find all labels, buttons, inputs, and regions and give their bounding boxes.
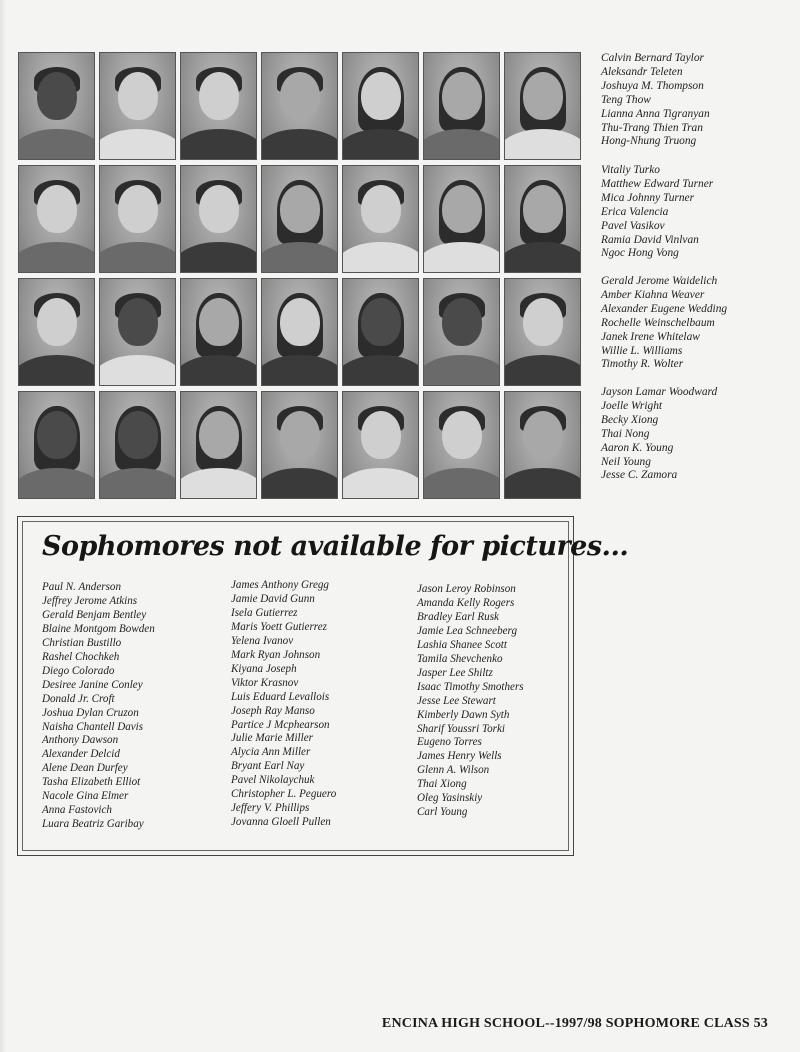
student-name: Alexander Eugene Wedding — [601, 302, 728, 315]
absent-student-name: Isela Gutierrez — [231, 606, 298, 619]
portrait-shoulders — [504, 242, 581, 273]
portrait-shoulders — [504, 129, 581, 160]
absent-student-name: Oleg Yasinskiy — [417, 792, 483, 805]
portrait-shoulders — [423, 355, 500, 386]
absent-student-name: Eugeno Torres — [417, 736, 482, 749]
absent-student-name: Jason Leroy Robinson — [417, 583, 516, 595]
student-portrait — [504, 391, 581, 499]
student-portrait — [99, 278, 176, 386]
student-name: Ramia David Vinlvan — [601, 233, 699, 246]
absent-student-name: Alexander Delcid — [42, 748, 120, 761]
page-footer — [382, 1016, 768, 1032]
student-name: Jesse C. Zamora — [601, 469, 678, 482]
portrait-shoulders — [18, 468, 95, 499]
student-name: Willie L. Williams — [601, 344, 683, 357]
student-portrait — [180, 391, 257, 499]
absent-student-name: Jasper Lee Shiltz — [417, 666, 493, 679]
absent-student-name: Jamie Lea Schneeberg — [417, 624, 518, 637]
portrait-shoulders — [180, 355, 257, 386]
absent-student-name: Lashia Shanee Scott — [417, 638, 507, 651]
portrait-face — [280, 185, 320, 233]
absent-student-name: Joseph Ray Manso — [231, 704, 315, 717]
portrait-face — [118, 72, 158, 120]
student-portrait — [342, 165, 419, 273]
absent-student-name: Jeffery V. Phillips — [231, 802, 310, 815]
portrait-shoulders — [18, 129, 95, 160]
student-name: Joshuya M. Thompson — [601, 79, 704, 92]
student-name: Becky Xiong — [601, 413, 659, 426]
footer-title: ENCINA HIGH SCHOOL--1997/98 SOPHOMORE CLASS — [381, 1016, 750, 1031]
absent-student-name: Luara Beatriz Garibay — [42, 818, 144, 831]
absent-student-name: Luis Eduard Levallois — [231, 690, 330, 703]
absent-student-name: Blaine Montgom Bowden — [42, 622, 155, 635]
portrait-face — [199, 72, 239, 120]
portrait-face — [442, 185, 482, 233]
absent-student-name: Julie Marie Miller — [231, 732, 313, 745]
portrait-shoulders — [423, 242, 500, 273]
student-name: Amber Kiahna Weaver — [601, 288, 705, 301]
portrait-shoulders — [504, 468, 581, 499]
portrait-shoulders — [99, 355, 176, 386]
absent-student-name: James Henry Wells — [417, 750, 502, 763]
absent-student-name: Jovanna Gloell Pullen — [231, 816, 331, 829]
portrait-face — [280, 411, 320, 459]
portrait-face — [523, 72, 563, 120]
student-portrait — [18, 165, 95, 273]
absent-student-name: Partice J Mcphearson — [231, 718, 330, 731]
student-portrait — [423, 278, 500, 386]
portrait-shoulders — [180, 129, 257, 160]
absent-student-name: Jesse Lee Stewart — [417, 694, 496, 707]
absent-student-name: Christian Bustillo — [42, 636, 122, 649]
student-portrait — [18, 391, 95, 499]
student-portrait — [261, 165, 338, 273]
portrait-shoulders — [342, 355, 419, 386]
absent-student-name: Bradley Earl Rusk — [417, 610, 499, 623]
portrait-face — [442, 411, 482, 459]
absent-student-name: Kiyana Joseph — [231, 662, 297, 675]
absent-student-name: Gerald Benjam Bentley — [42, 608, 147, 621]
portrait-shoulders — [504, 355, 581, 386]
portrait-shoulders — [342, 129, 419, 160]
portrait-shoulders — [99, 468, 176, 499]
portrait-face — [361, 185, 401, 233]
student-portrait — [99, 165, 176, 273]
student-portrait — [180, 165, 257, 273]
absent-student-name: Jeffrey Jerome Atkins — [42, 594, 138, 607]
student-name: Calvin Bernard Taylor — [601, 52, 704, 64]
portrait-face — [361, 72, 401, 120]
student-portrait — [342, 52, 419, 160]
absent-student-name: Tamila Shevchenko — [417, 652, 503, 665]
absent-student-name: James Anthony Gregg — [231, 579, 329, 591]
portrait-face — [118, 298, 158, 346]
absent-student-name: Carl Young — [417, 806, 468, 819]
portrait-shoulders — [261, 355, 338, 386]
portrait-shoulders — [261, 129, 338, 160]
absent-student-name: Pavel Nikolaychuk — [231, 774, 315, 787]
portrait-shoulders — [18, 242, 95, 273]
page-number: 53 — [753, 1016, 768, 1031]
portrait-face — [199, 185, 239, 233]
absent-student-name: Desiree Janine Conley — [42, 678, 143, 691]
student-portrait — [423, 165, 500, 273]
student-portrait — [342, 391, 419, 499]
portrait-face — [37, 185, 77, 233]
absent-student-name: Alycia Ann Miller — [231, 746, 311, 759]
not-available-title: Sophomores not available for pictures... — [42, 531, 629, 562]
student-portrait — [261, 278, 338, 386]
portrait-face — [361, 411, 401, 459]
student-portrait — [180, 52, 257, 160]
absent-student-name: Sharif Youssri Torki — [417, 722, 505, 735]
student-name: Ngoc Hong Vong — [601, 247, 679, 260]
absent-student-name: Anthony Dawson — [42, 734, 119, 747]
student-name: Teng Thow — [601, 93, 651, 106]
absent-student-name: Kimberly Dawn Syth — [417, 708, 510, 721]
absent-student-name: Naisha Chantell Davis — [42, 720, 144, 733]
portrait-grid — [18, 52, 581, 499]
portrait-face — [199, 411, 239, 459]
student-name: Mica Johnny Turner — [601, 191, 695, 204]
student-name: Hong-Nhung Truong — [601, 135, 697, 148]
portrait-face — [118, 185, 158, 233]
student-portrait — [342, 278, 419, 386]
student-portrait — [18, 278, 95, 386]
portrait-face — [37, 298, 77, 346]
absent-student-name: Isaac Timothy Smothers — [417, 680, 524, 693]
absent-student-name: Nacole Gina Elmer — [42, 790, 129, 803]
student-portrait — [261, 391, 338, 499]
portrait-face — [37, 411, 77, 459]
student-portrait — [18, 52, 95, 160]
absent-student-name: Paul N. Anderson — [42, 581, 121, 593]
portrait-shoulders — [423, 468, 500, 499]
absent-student-name: Alene Dean Durfey — [42, 762, 128, 775]
student-portrait — [99, 52, 176, 160]
student-portrait — [261, 52, 338, 160]
not-available-column-3 — [417, 583, 524, 820]
student-name: Thai Nong — [601, 427, 650, 440]
absent-student-name: Viktor Krasnov — [231, 676, 299, 689]
portrait-names-row-1 — [601, 52, 797, 149]
portrait-names-row-4 — [601, 386, 797, 483]
absent-student-name: Mark Ryan Johnson — [231, 648, 321, 661]
portrait-face — [523, 185, 563, 233]
portrait-face — [118, 411, 158, 459]
not-available-column-1 — [42, 581, 155, 832]
student-portrait — [423, 391, 500, 499]
portrait-face — [280, 298, 320, 346]
student-name: Aaron K. Young — [601, 441, 674, 454]
portrait-shoulders — [342, 242, 419, 273]
absent-student-name: Jamie David Gunn — [231, 592, 315, 605]
portrait-face — [523, 411, 563, 459]
portrait-face — [199, 298, 239, 346]
student-portrait — [99, 391, 176, 499]
student-portrait — [504, 52, 581, 160]
student-name: Erica Valencia — [601, 205, 669, 218]
student-name: Aleksandr Teleten — [601, 65, 683, 78]
student-name: Vitaliy Turko — [601, 164, 660, 176]
page-binding-edge — [0, 0, 6, 1052]
student-portrait — [504, 278, 581, 386]
portrait-shoulders — [261, 242, 338, 273]
absent-student-name: Diego Colorado — [42, 664, 115, 677]
student-name: Jayson Lamar Woodward — [601, 386, 718, 398]
not-available-box — [17, 516, 629, 856]
absent-student-name: Joshua Dylan Cruzon — [42, 706, 139, 719]
absent-student-name: Thai Xiong — [417, 778, 467, 791]
portrait-names-row-2 — [601, 164, 797, 261]
portrait-shoulders — [180, 468, 257, 499]
portrait-face — [523, 298, 563, 346]
portrait-face — [280, 72, 320, 120]
portrait-shoulders — [180, 242, 257, 273]
portrait-face — [442, 298, 482, 346]
student-name: Joelle Wright — [601, 399, 663, 412]
absent-student-name: Bryant Earl Nay — [231, 760, 305, 773]
portrait-face — [361, 298, 401, 346]
student-name: Neil Young — [601, 455, 651, 468]
absent-student-name: Amanda Kelly Rogers — [417, 596, 515, 609]
student-name: Pavel Vasikov — [601, 219, 665, 232]
portrait-names-row-3 — [601, 275, 797, 372]
absent-student-name: Maris Yoett Gutierrez — [231, 620, 327, 633]
portrait-face — [442, 72, 482, 120]
student-name: Thu-Trang Thien Tran — [601, 121, 703, 134]
absent-student-name: Donald Jr. Croft — [42, 692, 115, 705]
portrait-shoulders — [423, 129, 500, 160]
absent-student-name: Anna Fastovich — [42, 804, 112, 817]
absent-student-name: Glenn A. Wilson — [417, 764, 490, 777]
portrait-shoulders — [99, 129, 176, 160]
portrait-shoulders — [261, 468, 338, 499]
student-name: Gerald Jerome Waidelich — [601, 275, 718, 287]
student-name: Lianna Anna Tigranyan — [601, 107, 710, 120]
portrait-shoulders — [342, 468, 419, 499]
absent-student-name: Tasha Elizabeth Elliot — [42, 776, 141, 789]
absent-student-name: Christopher L. Peguero — [231, 788, 337, 801]
student-name: Matthew Edward Turner — [601, 177, 714, 190]
not-available-column-2 — [231, 579, 336, 830]
portrait-shoulders — [18, 355, 95, 386]
student-name: Rochelle Weinschelbaum — [601, 316, 715, 329]
student-name: Timothy R. Wolter — [601, 358, 684, 371]
student-portrait — [423, 52, 500, 160]
student-name: Janek Irene Whitelaw — [601, 330, 700, 343]
student-portrait — [180, 278, 257, 386]
student-portrait — [504, 165, 581, 273]
absent-student-name: Rashel Chochkeh — [42, 650, 120, 663]
portrait-face — [37, 72, 77, 120]
absent-student-name: Yelena Ivanov — [231, 634, 294, 647]
portrait-shoulders — [99, 242, 176, 273]
